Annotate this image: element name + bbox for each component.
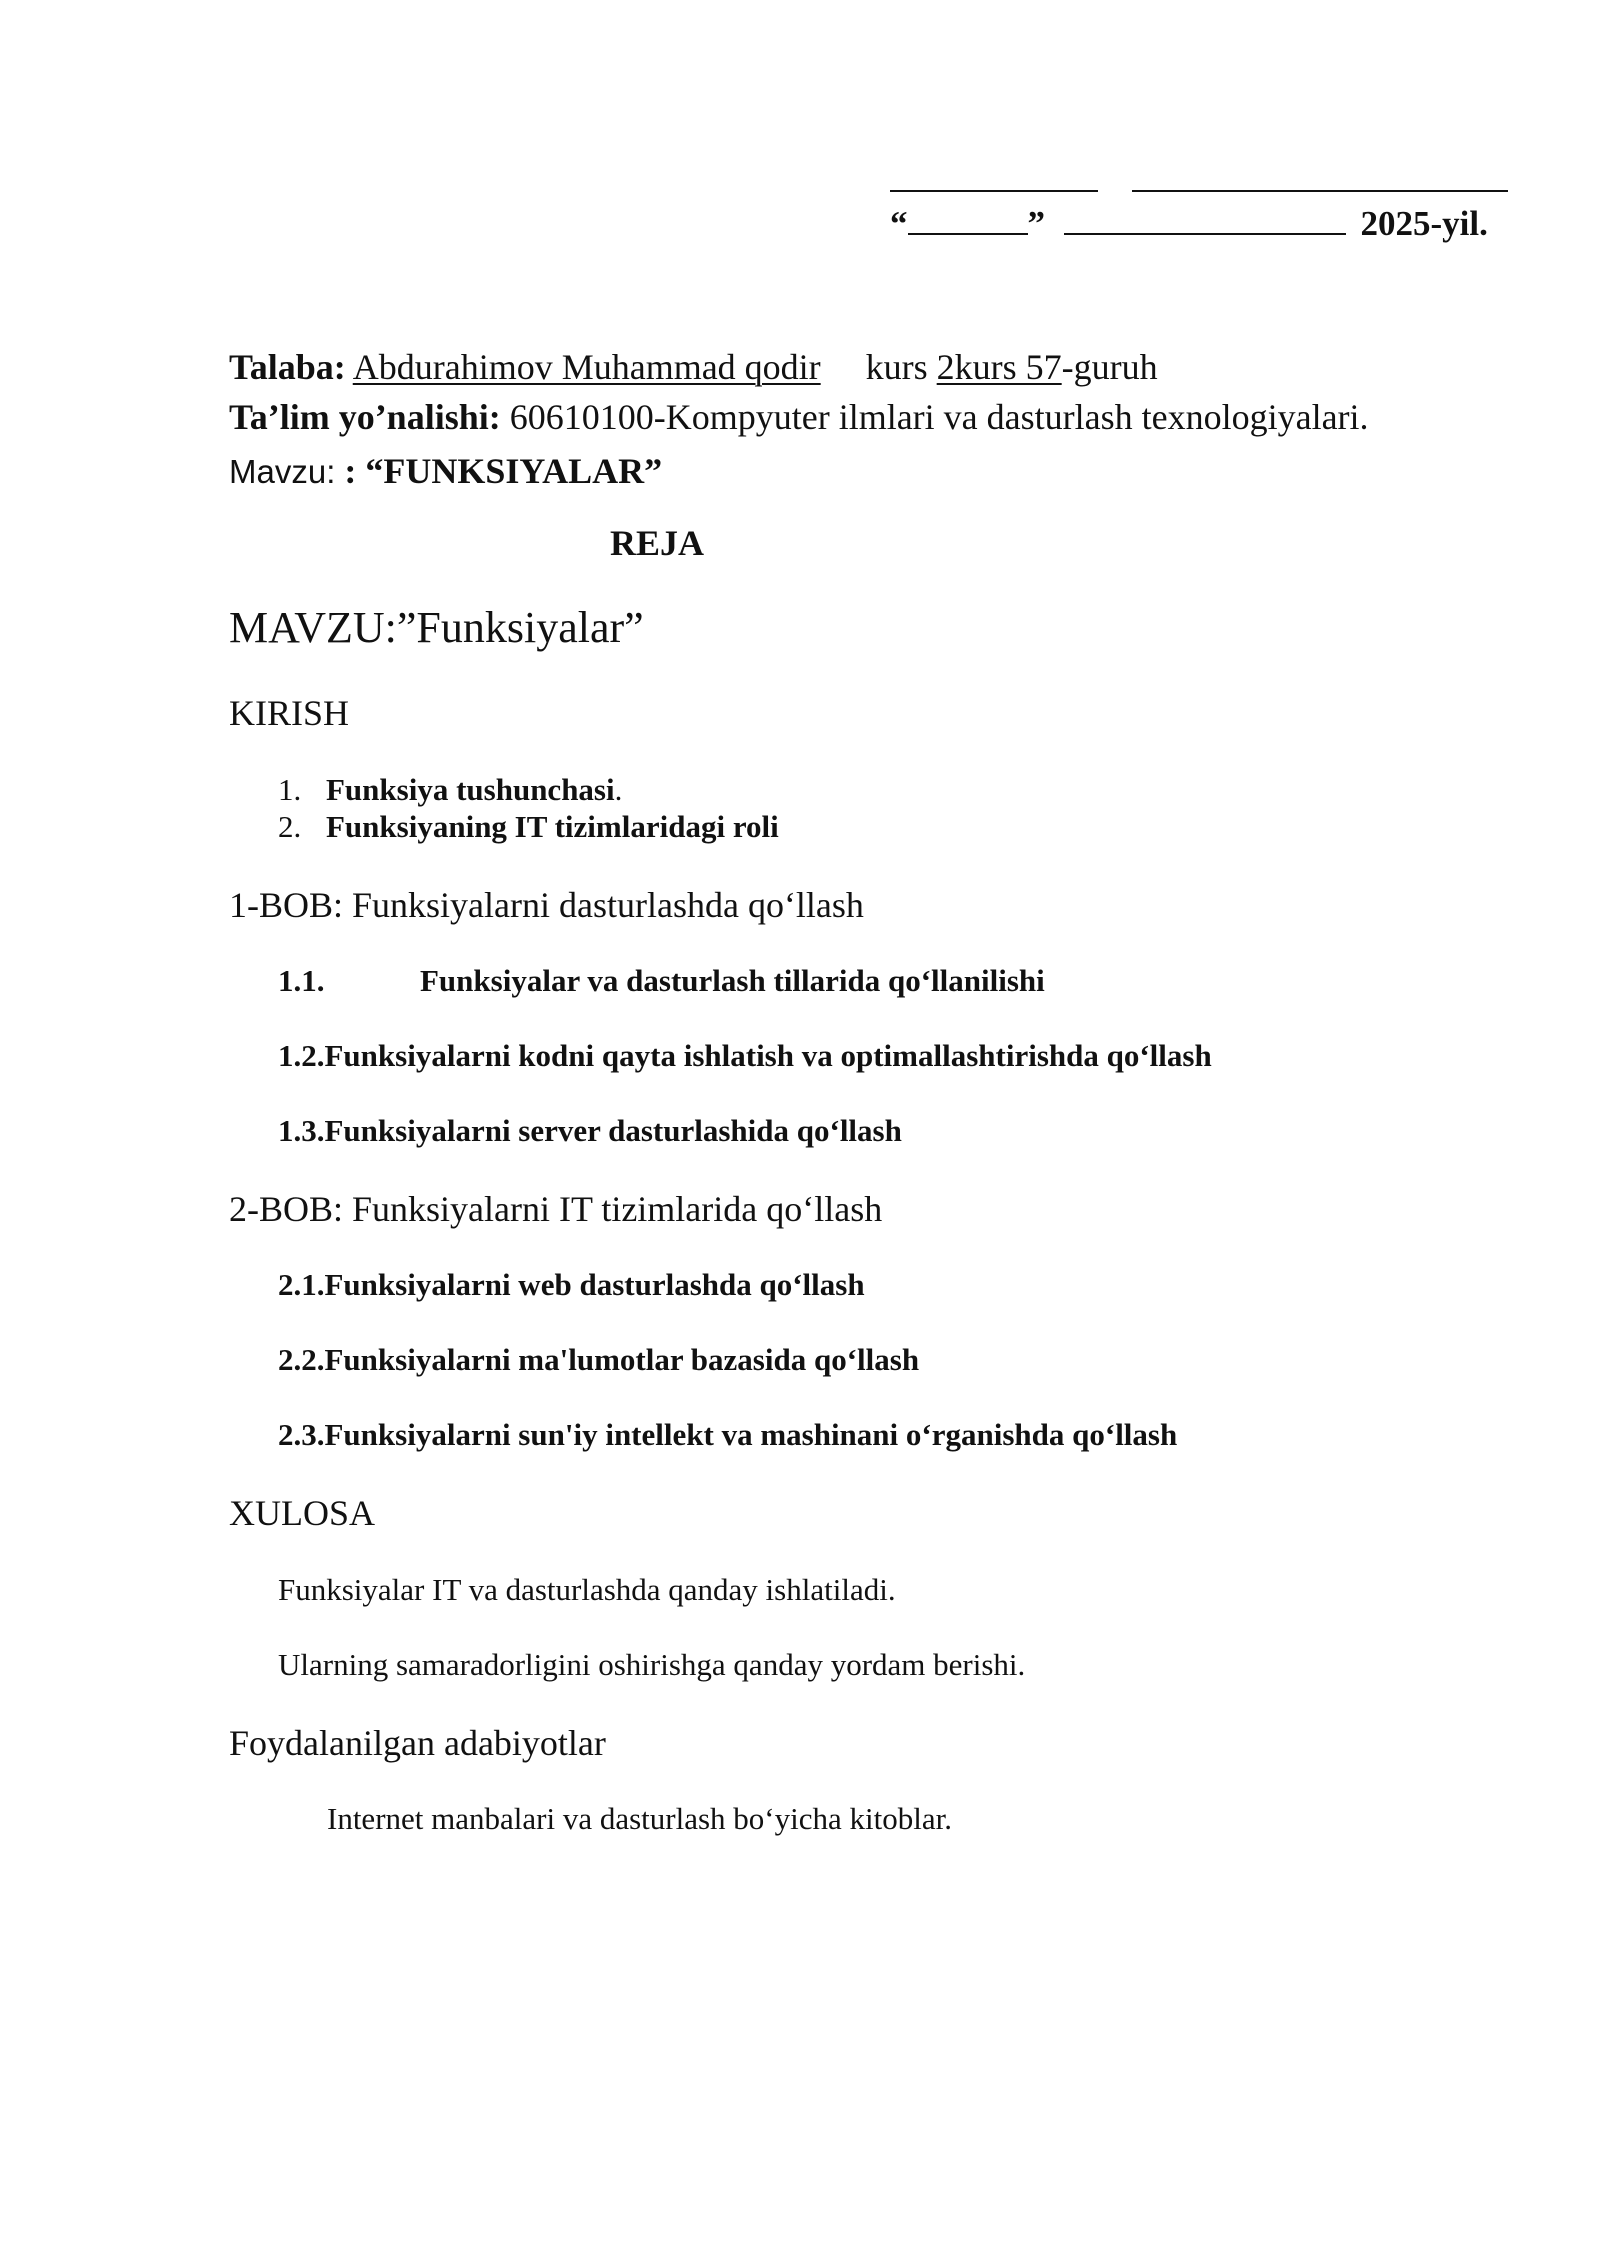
student-label: Talaba: — [229, 347, 346, 387]
chapter2-title: 2-BOB: Funksiyalarni IT tizimlarida qo‘llash — [229, 1189, 883, 1229]
chapter1-item-1 — [278, 963, 1045, 999]
intro-title: KIRISH — [229, 693, 350, 733]
intro-item-2-text: Funksiyaning IT tizimlaridagi roli — [326, 809, 779, 844]
quote-open: “ — [890, 204, 908, 243]
date-year: 2025-yil. — [1360, 204, 1488, 243]
quote-close: ” — [1027, 204, 1045, 243]
conclusion-line-1: Funksiyalar IT va dasturlashda qanday ishlatiladi. — [278, 1572, 896, 1607]
intro-item-1-num: 1. — [278, 772, 302, 807]
signature-blank-line-long — [1132, 190, 1508, 192]
references-line: Internet manbalari va dasturlash bo‘yicha kitoblar. — [327, 1801, 952, 1836]
plan-title: REJA — [610, 523, 705, 563]
day-blank — [908, 203, 1028, 235]
topic-value: : “FUNKSIYALAR” — [344, 451, 663, 491]
student-name: Abdurahimov Muhammad qodir — [352, 347, 821, 387]
chapter2-item-3: 2.3.Funksiyalarni sun'iy intellekt va mashinani o‘rganishda qo‘llash — [278, 1417, 1178, 1452]
direction-line — [229, 396, 1369, 438]
topic-label: Mavzu: — [229, 453, 336, 490]
chapter1-item-3: 1.3.Funksiyalarni server dasturlashida qo‘llash — [278, 1113, 902, 1148]
chapter2-item-2: 2.2.Funksiyalarni ma'lumotlar bazasida qo‘llash — [278, 1342, 920, 1377]
course-word: kurs — [865, 347, 928, 387]
month-blank — [1064, 203, 1346, 235]
topic-line — [229, 450, 662, 492]
conclusion-title: XULOSA — [229, 1493, 376, 1533]
chapter1-item-1-num: 1.1. — [278, 963, 325, 998]
references-title: Foydalanilgan adabiyotlar — [229, 1723, 606, 1763]
conclusion-line-2: Ularning samaradorligini oshirishga qanday yordam berishi. — [278, 1647, 1026, 1682]
signature-blank-line-short — [890, 190, 1098, 192]
intro-item-1 — [278, 772, 622, 808]
intro-item-2 — [278, 809, 779, 845]
main-topic: MAVZU:”Funksiyalar” — [229, 603, 644, 652]
course-value: 2kurs 57 — [936, 347, 1062, 387]
intro-item-2-num: 2. — [278, 809, 302, 844]
intro-item-1-text: Funksiya tushunchasi — [326, 772, 615, 807]
direction-label: Ta’lim yo’nalishi: — [229, 397, 501, 437]
intro-item-1-suffix: . — [614, 772, 623, 807]
chapter1-title: 1-BOB: Funksiyalarni dasturlashda qo‘llash — [229, 885, 864, 925]
chapter1-item-1-text: Funksiyalar va dasturlash tillarida qo‘llanilishi — [420, 963, 1045, 998]
chapter1-item-2: 1.2.Funksiyalarni kodni qayta ishlatish va optimallashtirishda qo‘llash — [278, 1038, 1212, 1073]
student-line — [229, 346, 1158, 388]
group-suffix: -guruh — [1061, 347, 1158, 387]
date-line — [890, 203, 1488, 244]
chapter2-item-1: 2.1.Funksiyalarni web dasturlashda qo‘llash — [278, 1267, 865, 1302]
direction-value: 60610100-Kompyuter ilmlari va dasturlash texnologiyalari. — [509, 397, 1369, 437]
